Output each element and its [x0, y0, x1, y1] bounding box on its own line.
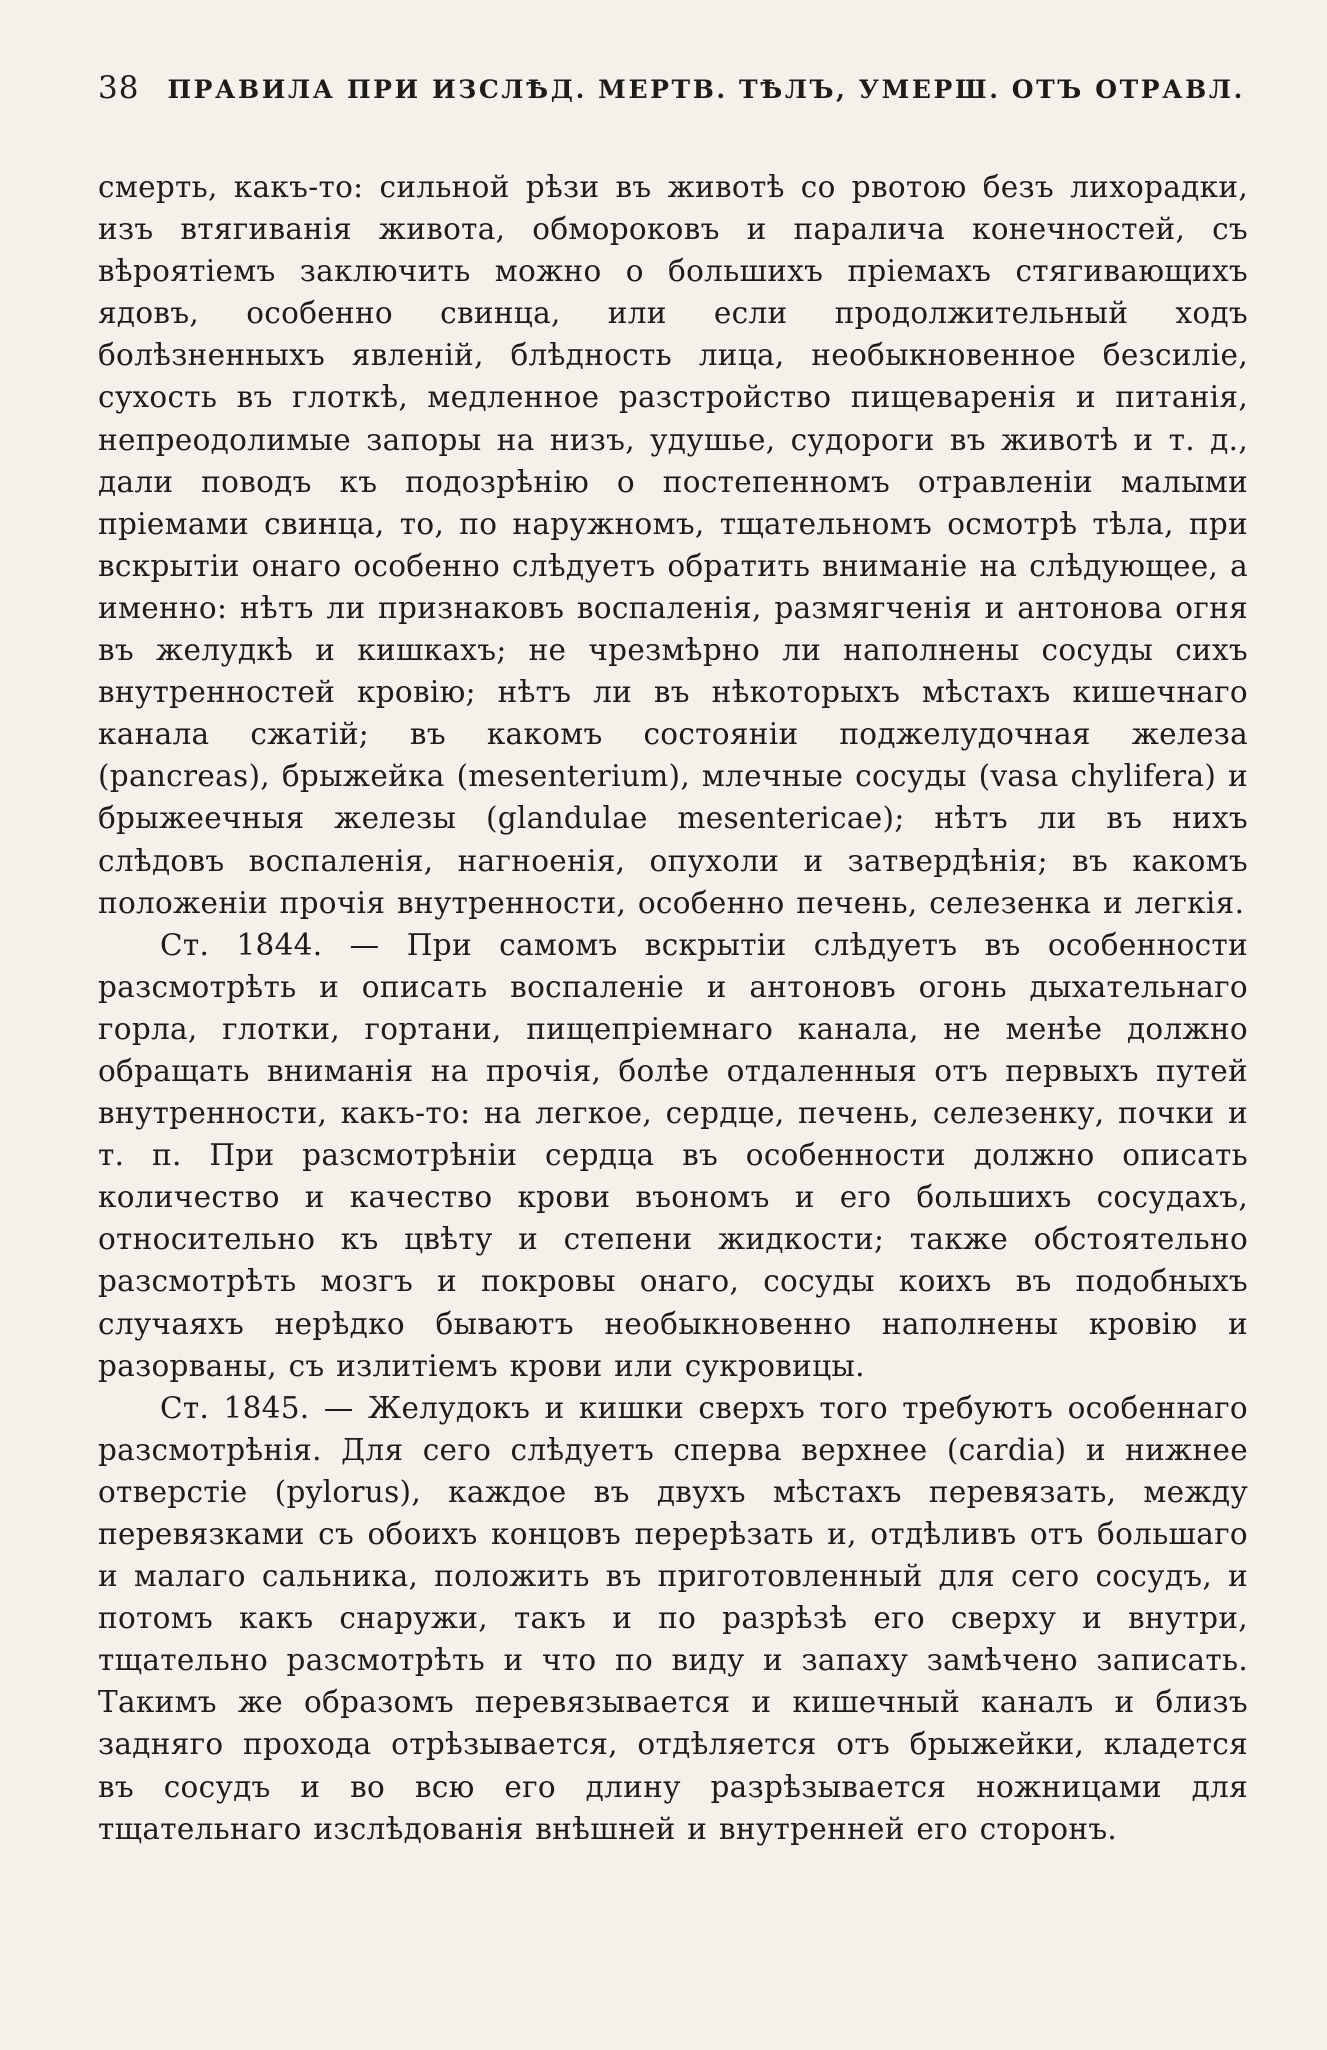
- page-header: [98, 70, 1248, 120]
- body-text: [98, 166, 1248, 1850]
- paragraph-continuation: смерть, какъ-то: сильной рѣзи въ животѣ со рвотою безъ лихорадки, изъ втягиванія живота, обмороковъ и паралича конечностей, съ вѣроятіемъ заключить можно о большихъ пріемахъ стягивающихъ ядовъ, особенно свинца, или если продолжительный ходъ болѣзненныхъ явленій, блѣдность лица, необыкновенное безсиліе, сухость въ глоткѣ, медленное разстройство пищеваренія и питанія, непреодолимые запоры на низъ, удушье, судороги въ животѣ и т. д., дали поводъ къ подозрѣнію о постепенномъ отравленіи малыми пріемами свинца, то, по наружномъ, тщательномъ осмотрѣ тѣла, при вскрытіи онаго особенно слѣдуетъ обратить вниманіе на слѣдующее, а именно: нѣтъ ли признаковъ воспаленія, размягченія и антонова огня въ желудкѣ и кишкахъ; не чрезмѣрно ли наполнены сосуды сихъ внутренностей кровію; нѣтъ ли въ нѣкоторыхъ мѣстахъ кишечнаго канала сжатій; въ какомъ состояніи поджелудочная железа (pancreas), брыжейка (mesenterium), млечные сосуды (vasa chylifera) и брыжеечныя железы (glandulae mesentericae); нѣтъ ли въ нихъ слѣдовъ воспаленія, нагноенія, опухоли и затвердѣнія; въ какомъ положеніи прочія внутренности, особенно печень, селезенка и легкія.: [98, 170, 1248, 920]
- paragraph-article-1844: Ст. 1844. — При самомъ вскрытіи слѣдуетъ въ особенности разсмотрѣть и описать воспаленіе и антоновъ огонь дыхательнаго горла, глотки, гортани, пищепріемнаго канала, не менѣе должно обращать вниманія на прочія, болѣе отдаленныя отъ первыхъ путей внутренности, какъ-то: на легкое, сердце, печень, селезенку, почки и т. п. При разсмотрѣніи сердца въ особенности должно описать количество и качество крови въономъ и его большихъ сосудахъ, относительно къ цвѣту и степени жидкости; также обстоятельно разсмотрѣть мозгъ и покровы онаго, сосуды коихъ въ подобныхъ случаяхъ нерѣдко бываютъ необыкновенно наполнены кровію и разорваны, съ излитіемъ крови или сукровицы.: [98, 927, 1248, 1383]
- paragraph-article-1845: Ст. 1845. — Желудокъ и кишки сверхъ того требуютъ особеннаго разсмотрѣнія. Для сего слѣдуетъ сперва верхнее (cardia) и нижнее отверстіе (pylorus), каждое въ двухъ мѣстахъ перевязать, между перевязками съ обоихъ концовъ перерѣзать и, отдѣливъ отъ большаго и малаго сальника, положить въ приготовленный для сего сосудъ, и потомъ какъ снаружи, такъ и по разрѣзѣ его сверху и внутри, тщательно разсмотрѣть и что по виду и запаху замѣчено записать. Такимъ же образомъ перевязывается и кишечный каналъ и близъ задняго прохода отрѣзывается, отдѣляется отъ брыжейки, кладется въ сосудъ и во всю его длину разрѣзывается ножницами для тщательнаго изслѣдованія внѣшней и внутренней его сторонъ.: [98, 1390, 1248, 1846]
- running-head: ПРАВИЛА ПРИ ИЗСЛѢД. МЕРТВ. ТѢЛЪ, УМЕРШ. ОТЪ ОТРАВЛ.: [167, 75, 1245, 104]
- page-number: 38: [98, 70, 140, 106]
- book-page: [98, 70, 1248, 1850]
